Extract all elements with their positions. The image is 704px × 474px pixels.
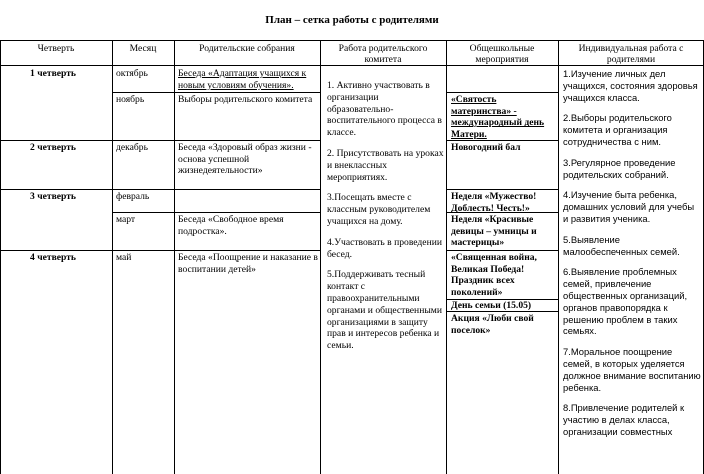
header-quarter: Четверть <box>37 43 75 54</box>
individual-item: 2.Выборы родительского комитета и организация сотрудничества с ним. <box>563 112 672 147</box>
committee-item: 2. Присутствовать на уроках и внеклассных мероприятиях. <box>327 147 444 183</box>
col-border <box>174 40 175 474</box>
individual-item: 6.Выявление проблемных семей, привлечение общественных организаций, органов правопорядка к решению проблем в таких семьях. <box>563 266 688 337</box>
meeting-october: Беседа «Адаптация учащихся к новым условиям обучения». <box>178 68 307 91</box>
row-divider <box>112 212 320 213</box>
col-border <box>320 40 321 474</box>
event-courage-week: Неделя «Мужество! Доблесть! Честь!» <box>451 191 537 214</box>
header-events: Общешкольные мероприятия <box>469 43 535 65</box>
month-february: февраль <box>116 191 150 202</box>
meeting-march: Беседа «Свободное время подростка». <box>178 214 284 237</box>
individual-item: 1.Изучение личных дел учащихся, состояния здоровья учащихся класса. <box>563 68 698 103</box>
table-top-border <box>0 40 704 41</box>
header-committee: Работа родительского комитета <box>338 43 428 65</box>
quarter-1: 1 четверть <box>30 68 77 79</box>
row-divider <box>112 250 320 251</box>
document-title: План – сетка работы с родителями <box>265 14 439 26</box>
meeting-december: Беседа «Здоровый образ жизни - основа успешной жизнедеятельности» <box>178 142 312 177</box>
header-meetings: Родительские собрания <box>199 43 295 54</box>
committee-item: 3.Посещать вместе с классным руководителем учащихся на дому. <box>327 192 431 227</box>
individual-item: 3.Регулярное проведение родительских собраний. <box>563 156 676 180</box>
meeting-may: Беседа «Поощрение и наказание в воспитании детей» <box>178 252 318 275</box>
row-divider <box>446 189 558 190</box>
committee-item: 1. Активно участвовать в организации образовательно-воспитательного процесса в классе. <box>327 80 442 139</box>
event-mothers-day: «Святость материнства» - международный день Матери. <box>451 94 545 140</box>
event-love-village: Акция «Люби свой поселок» <box>451 313 534 336</box>
event-crafts-week: Неделя «Красивые девицы – умницы и мастерицы» <box>451 214 537 249</box>
row-divider <box>446 92 558 93</box>
row-divider <box>112 189 320 190</box>
month-november: ноябрь <box>116 94 145 105</box>
header-bottom-border <box>0 65 704 66</box>
month-may: май <box>116 252 132 263</box>
quarter-4: 4 четверть <box>30 252 77 263</box>
committee-item: 5.Поддерживать тесный контакт с правоохранительными органами и общественными организациями в защиту прав и интересов ребенка и семьи. <box>327 269 442 352</box>
row-divider <box>446 250 558 251</box>
col-border <box>558 40 559 474</box>
individual-work <box>563 68 701 447</box>
event-new-year: Новогодний бал <box>451 142 521 153</box>
month-october: октябрь <box>116 68 148 79</box>
row-divider <box>112 92 320 93</box>
meeting-november: Выборы родительского комитета <box>178 94 313 105</box>
individual-item: 5.Выявление малообеспеченных семей. <box>563 233 680 257</box>
individual-item: 8.Привлечение родителей к участию в делах класса, организации совместных <box>563 402 685 437</box>
month-march: март <box>116 214 136 225</box>
month-december: декабрь <box>116 142 148 153</box>
row-divider <box>0 250 112 251</box>
row-divider <box>0 189 112 190</box>
col-border <box>0 40 1 474</box>
committee-work <box>327 80 444 361</box>
quarter-2: 2 четверть <box>30 142 77 153</box>
event-family-day: День семьи (15.05) <box>451 300 532 311</box>
col-border <box>446 40 447 474</box>
event-victory-day: «Священная война, Великая Победа! Праздник всех поколений» <box>451 252 537 298</box>
individual-item: 4.Изучение быта ребенка, домашних условий для учебы и развития ученика. <box>563 189 695 224</box>
row-divider <box>0 140 112 141</box>
header-individual: Индивидуальная работа с родителями <box>578 43 684 65</box>
row-divider <box>112 140 320 141</box>
header-month: Месяц <box>129 43 157 54</box>
quarter-3: 3 четверть <box>30 191 77 202</box>
col-border <box>112 40 113 474</box>
individual-item: 7.Моральное поощрение семей, в которых уделяется должное внимание воспитанию ребенка. <box>563 346 701 393</box>
committee-item: 4.Участвовать в проведении бесед. <box>327 236 442 260</box>
